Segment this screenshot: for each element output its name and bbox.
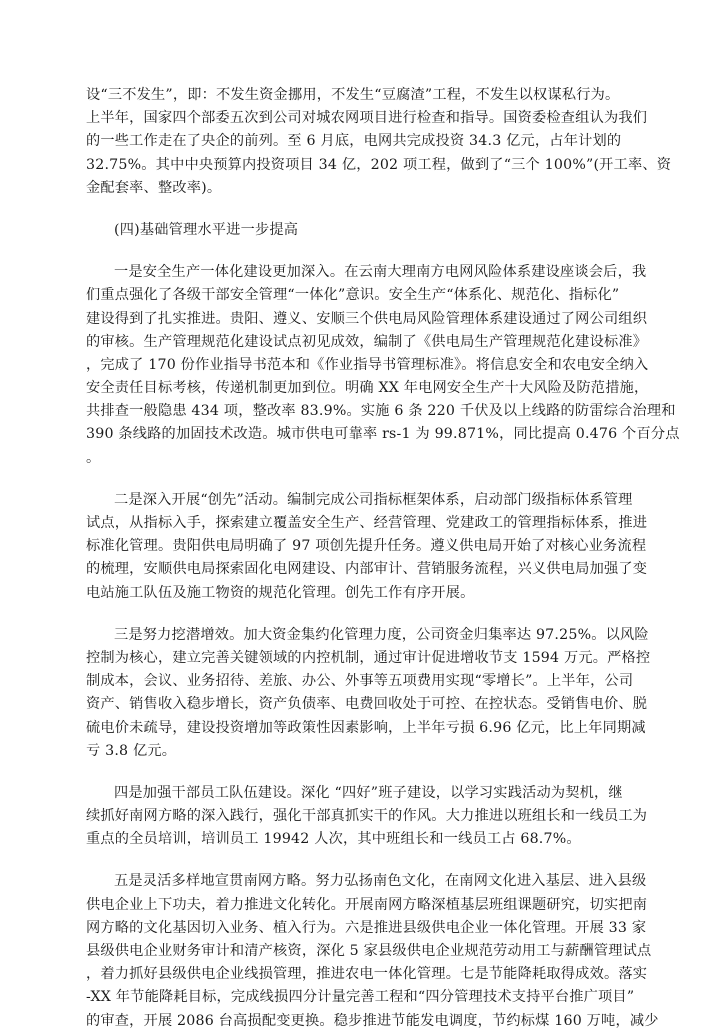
text-line: 390 条线路的加固技术改造。城市供电可靠率 rs-1 为 99.871%，同比提高 0.476 个百分点 — [86, 426, 680, 443]
text-line: 供电企业上下功夫，着力推进文化转化。开展南网方略深植基层班组课题研究，切实把南 — [86, 896, 648, 913]
text-line: 控制为核心，建立完善关键领域的内控机制，通过审计促进增收节支 1594 万元。严格控 — [86, 649, 651, 666]
section-heading — [86, 219, 640, 242]
text-line: 五是灵活多样地宣贯南网方略。努力弘扬南色文化，在南网文化进入基层、进入县级 — [114, 873, 647, 890]
text-line: 网方略的文化基因切入业务、植入行为。六是推进县级供电企业一体化管理。开展 33 家 — [86, 919, 647, 936]
text-line: 制成本，会议、业务招待、差旅、办公、外事等五项费用实现“零增长”。上半年，公司 — [86, 673, 634, 690]
text-line: 试点，从指标入手，探索建立覆盖安全生产、经营管理、党建政工的管理指标体系，推进 — [86, 515, 648, 531]
text-line: -XX 年节能降耗目标，完成线损四分计量完善工程和“四分管理技术支持平台推广项目” — [86, 989, 635, 1006]
paragraph-safety — [86, 261, 680, 470]
text-line: 金配套率、整改率)。 — [86, 179, 222, 196]
text-line: 的审核。生产管理规范化建设试点初见成效，编制了《供电局生产管理规范化建设标准》 — [86, 333, 648, 350]
text-line: 。 — [86, 449, 101, 466]
text-line: 四是加强干部员工队伍建设。深化 “四好”班子建设，以学习实践活动为契机，继 — [114, 784, 623, 801]
text-line: 硫电价未疏导，建设投资增加等政策性因素影响，上半年亏损 6.96 亿元，比上年同期减 — [86, 719, 646, 736]
text-line: 的一些工作走在了央企的前列。至 6 月底，电网共完成投资 34.3 亿元，占年计划的 — [86, 133, 622, 150]
paragraph-efficiency — [86, 624, 651, 763]
text-line: ，着力抓好县级供电企业线损管理，推进农电一体化管理。七是节能降耗取得成效。落实 — [86, 966, 648, 983]
paragraph-intro — [86, 84, 672, 200]
text-line: 设“三不发生”，即：不发生资金挪用，不发生“豆腐渣”工程，不发生以权谋私行为。 — [86, 87, 620, 103]
paragraph-staff — [86, 782, 648, 852]
text-line: 续抓好南网方略的深入践行，强化干部真抓实干的作风。大力推进以班组长和一线员工为 — [86, 808, 648, 825]
text-line: 共排查一般隐患 434 项，整改率 83.9%。实施 6 条 220 千伏及以上线路的防雷综合治理和 — [86, 403, 676, 420]
text-line: 的审查，开展 2086 台高损配变更换。稳步推进节能发电调度，节约标煤 160 万吨，减少 — [86, 1012, 659, 1029]
text-line: 建设得到了扎实推进。贵阳、遵义、安顺三个供电局风险管理体系建设通过了网公司组织 — [86, 310, 648, 327]
text-line: 32.75%。其中中央预算内投资项目 34 亿，202 项工程，做到了“三个 100%”(开工率、资 — [86, 156, 672, 173]
text-line: 县级供电企业财务审计和清产核资，深化 5 家县级供电企业规范劳动用工与薪酬管理试点 — [86, 943, 652, 959]
heading-text: (四)基础管理水平进一步提高 — [114, 221, 299, 238]
text-line: 们重点强化了各级干部安全管理“一体化”意识。安全生产“体系化、规范化、指标化” — [86, 287, 620, 304]
text-line: 安全责任目标考核，传递机制更加到位。明确 XX 年电网安全生产十大风险及防范措施， — [86, 380, 649, 397]
paragraph-chuangxian — [86, 489, 648, 605]
text-line: 上半年，国家四个部委五次到公司对城农网项目进行检查和指导。国资委检查组认为我们 — [86, 110, 648, 127]
text-line: 资产、销售收入稳步增长，资产负债率、电费回收处于可控、在控状态。受销售电价、脱 — [86, 696, 648, 713]
text-line: 电站施工队伍及施工物资的规范化管理。创先工作有序开展。 — [86, 584, 475, 601]
paragraph-culture — [86, 870, 659, 1032]
text-line: ，完成了 170 份作业指导书范本和《作业指导书管理标准》。将信息安全和农电安全纳入 — [86, 356, 649, 373]
text-line: 亏 3.8 亿元。 — [86, 742, 177, 759]
text-line: 二是深入开展“创先”活动。编制完成公司指标框架体系，启动部门级指标体系管理 — [114, 491, 633, 508]
text-line: 标准化管理。贵阳供电局明确了 97 项创先提升任务。遵义供电局开始了对核心业务流程 — [86, 538, 647, 555]
text-line: 重点的全员培训，培训员工 19942 人次，其中班组长和一线员工占 68.7%。 — [86, 831, 581, 848]
text-line: 三是努力挖潜增效。加大资金集约化管理力度，公司资金归集率达 97.25%。以风险 — [114, 626, 649, 643]
text-line: 一是安全生产一体化建设更加深入。在云南大理南方电网风险体系建设座谈会后，我 — [114, 264, 647, 281]
text-line: 的梳理，安顺供电局探索固化电网建设、内部审计、营销服务流程，兴义供电局加强了变 — [86, 561, 648, 578]
